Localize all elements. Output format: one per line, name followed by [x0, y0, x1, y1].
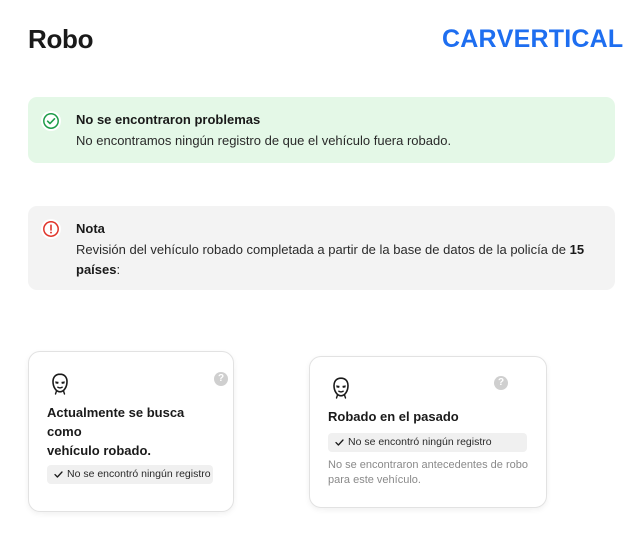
info-notice: [28, 206, 615, 290]
card-title: [47, 403, 217, 460]
past-theft-card: [309, 356, 547, 508]
mask-icon: [332, 377, 350, 399]
success-notice: [28, 97, 615, 163]
card-title: Robado en el pasado: [328, 409, 459, 424]
brand-logo-text-left: CAR: [442, 24, 497, 53]
mask-icon: [51, 373, 69, 395]
page-title: Robo: [28, 24, 94, 54]
status-badge: [328, 433, 527, 452]
info-notice-title: Nota: [76, 221, 105, 236]
info-notice-text-end: :: [116, 262, 121, 277]
info-notice-text: [76, 240, 606, 280]
card-title-line: vehículo robado.: [47, 443, 152, 458]
card-description: No se encontraron antecedentes de robo para este vehículo.: [328, 459, 528, 486]
wanted-status-card: [28, 351, 234, 512]
check-icon: [335, 438, 344, 447]
help-icon[interactable]: ?: [494, 376, 508, 390]
alert-circle-icon: [41, 219, 61, 239]
card-title-line: como: [47, 424, 82, 439]
brand-logo-text-right: ERTICAL: [513, 24, 624, 53]
status-badge: [47, 465, 213, 484]
brand-logo[interactable]: [442, 24, 623, 54]
check-circle-icon: [41, 111, 61, 131]
help-icon[interactable]: ?: [214, 372, 228, 386]
brand-logo-v: V: [496, 24, 514, 53]
status-text: No se encontró ningún registro: [348, 436, 492, 448]
card-title-line: Actualmente se busca: [47, 405, 185, 420]
status-text: No se encontró ningún registro: [67, 468, 211, 480]
success-notice-text: No encontramos ningún registro de que el vehículo fuera robado.: [76, 133, 452, 148]
info-notice-country-count: 15 países: [76, 242, 585, 277]
info-notice-text-main: Revisión del vehículo robado completada a partir de la base de datos de la policía de: [76, 242, 570, 257]
success-notice-title: No se encontraron problemas: [76, 112, 261, 127]
check-icon: [54, 470, 63, 479]
